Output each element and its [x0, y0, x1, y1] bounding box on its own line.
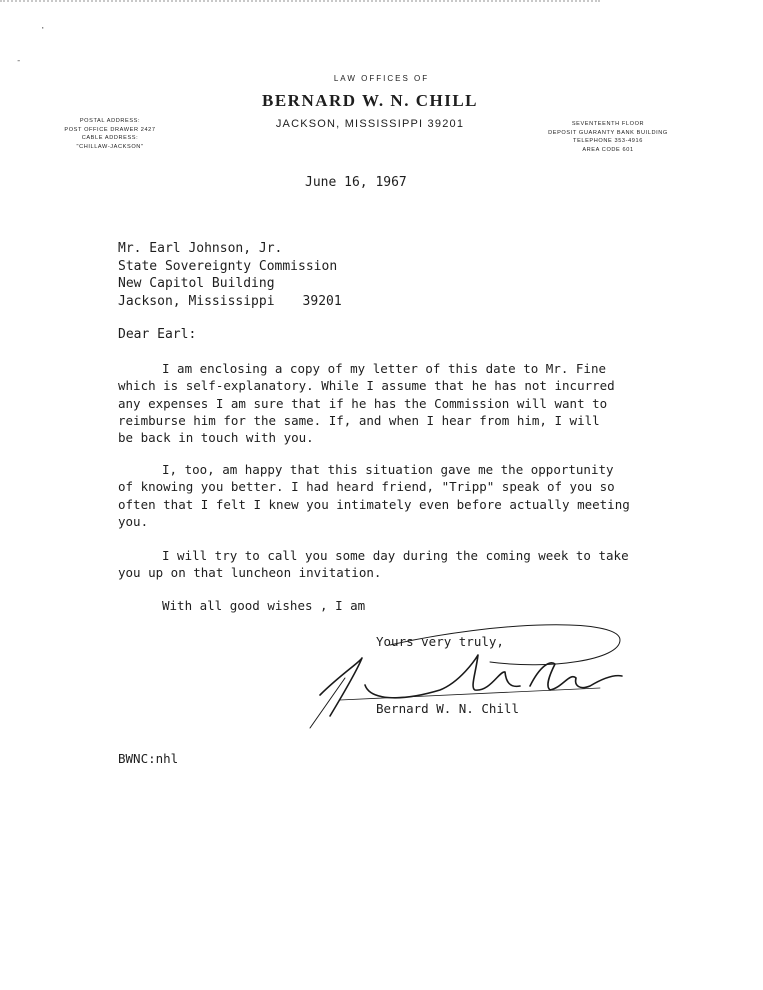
recipient-zip: 39201	[302, 293, 342, 309]
signature-stroke	[320, 658, 362, 716]
signature-stroke	[365, 655, 520, 698]
postal-line: POST OFFICE DRAWER 2427	[64, 126, 156, 133]
body-line: which is self-explanatory. While I assume that he has not incurred	[118, 378, 615, 394]
letterhead-office-block	[528, 120, 688, 154]
body-line: be back in touch with you.	[118, 430, 314, 446]
office-line: TELEPHONE 353-4916	[573, 138, 643, 144]
signer-name: Bernard W. N. Chill	[376, 701, 519, 716]
body-line: often that I felt I knew you intimately even before actually meeting	[118, 496, 630, 512]
valediction: Yours very truly,	[376, 634, 504, 649]
closing-line: With all good wishes , I am	[162, 598, 366, 613]
body-paragraph-2	[118, 461, 638, 530]
body-line: I am enclosing a copy of my letter of this date to Mr. Fine	[162, 361, 607, 376]
office-line: AREA CODE 601	[582, 146, 634, 153]
body-line: of knowing you better. I had heard friend, "Tripp" speak of you so	[118, 479, 615, 495]
signature-stroke	[340, 688, 600, 700]
body-paragraph-3	[118, 547, 638, 582]
office-line: DEPOSIT GUARANTY BANK BUILDING	[548, 129, 668, 136]
recipient-address	[118, 240, 342, 310]
letterhead-postal-block	[40, 117, 180, 151]
recipient-building: New Capitol Building	[118, 276, 275, 291]
body-line: any expenses I am sure that if he has the Commission will want to	[118, 395, 608, 411]
recipient-city: Jackson, Mississippi	[118, 293, 275, 309]
postal-line: POSTAL ADDRESS:	[79, 118, 141, 124]
recipient-name: Mr. Earl Johnson, Jr.	[118, 241, 283, 256]
signature-stroke	[390, 625, 620, 665]
letterhead-firm-name: BERNARD W. N. CHILL	[261, 91, 478, 110]
scan-speck: ·	[40, 24, 46, 34]
postal-line: CABLE ADDRESS:	[81, 135, 139, 141]
postal-line: "CHILLAW-JACKSON"	[76, 143, 144, 150]
signature-stroke	[310, 678, 345, 728]
recipient-city-line	[118, 293, 342, 311]
body-line: I, too, am happy that this situation gave me the opportunity	[162, 462, 614, 477]
letterhead-prefix: LAW OFFICES OF	[333, 74, 430, 83]
letter-date: June 16, 1967	[305, 175, 407, 190]
body-line: you.	[118, 513, 149, 529]
body-paragraph-1	[118, 360, 638, 446]
handwritten-signature	[300, 600, 630, 740]
body-line: you up on that luncheon invitation.	[118, 565, 382, 581]
signature-stroke	[530, 663, 622, 690]
recipient-organization: State Sovereignty Commission	[118, 258, 338, 274]
body-line: reimburse him for the same. If, and when I hear from him, I will	[118, 412, 600, 428]
letterhead-city: JACKSON, MISSISSIPPI 39201	[275, 118, 465, 130]
page-edge-dashes	[0, 0, 600, 5]
scan-speck: -	[16, 56, 22, 66]
office-line: SEVENTEENTH FLOOR	[571, 121, 645, 127]
salutation: Dear Earl:	[118, 327, 197, 342]
body-line: I will try to call you some day during the coming week to take	[162, 548, 629, 563]
reference-initials: BWNC:nhl	[118, 751, 179, 766]
